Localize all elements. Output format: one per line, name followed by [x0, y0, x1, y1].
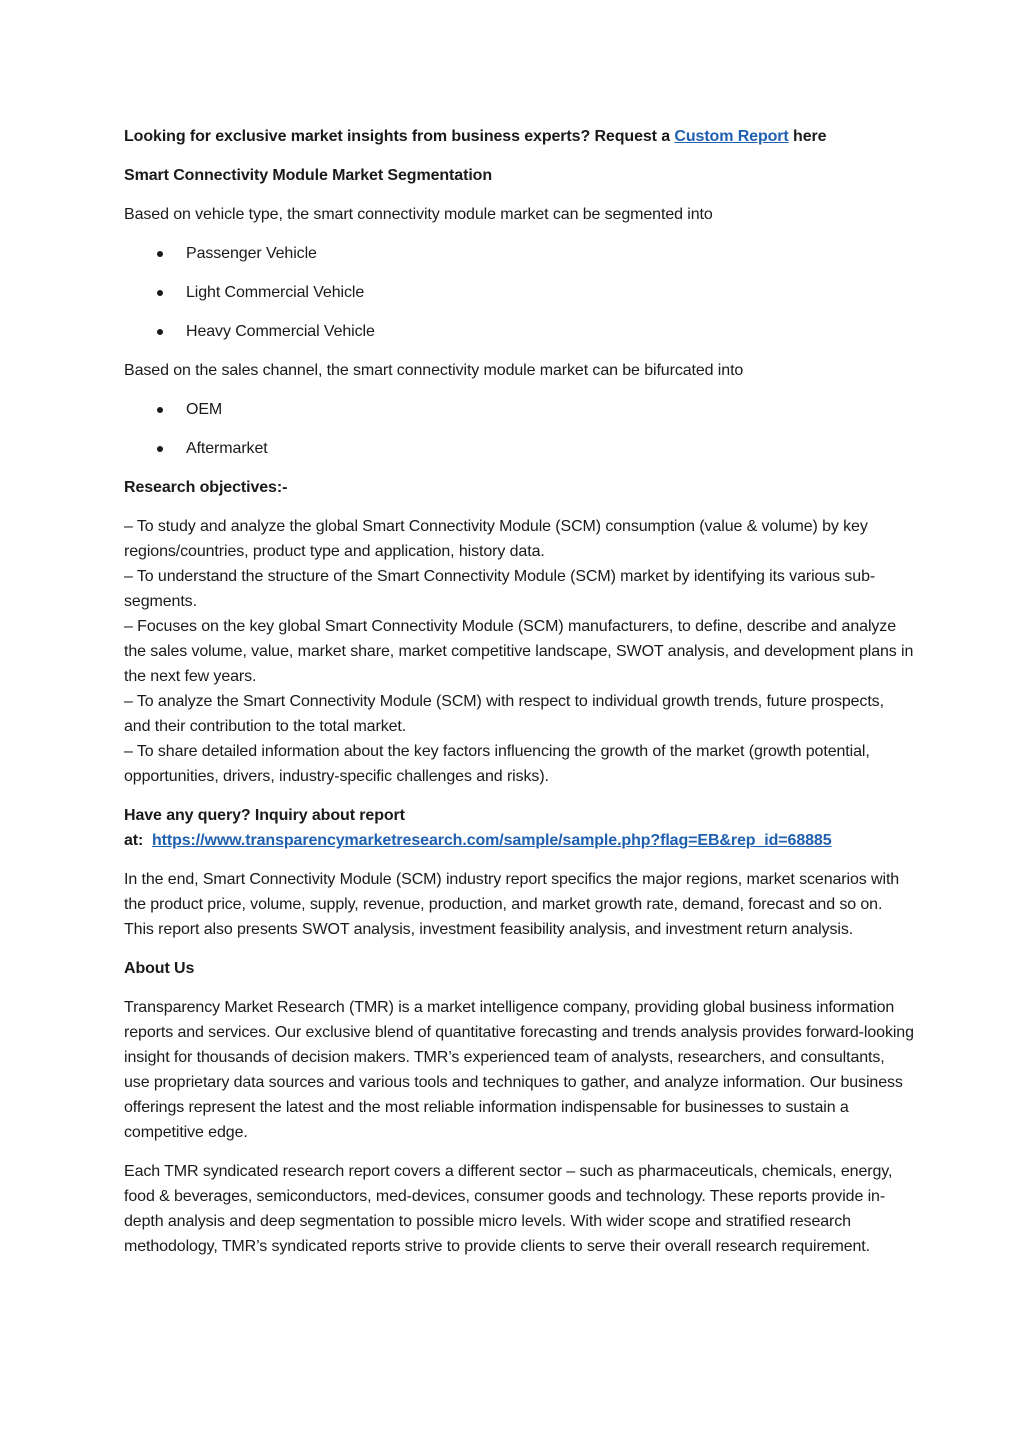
vehicle-type-list — [124, 241, 914, 344]
bullet-icon — [157, 329, 163, 335]
bullet-icon — [157, 251, 163, 257]
about-paragraph-2: Each TMR syndicated research report covers a different sector – such as pharmaceuticals, chemicals, energy, food & beverages, semiconductors, med-devices, consumer goods and technology. These reports provide in-depth analysis and deep segmentation to possible micro levels. With wider scope and stratified research methodology, TMR’s syndicated reports strive to provide clients to serve their overall research requirement. — [124, 1163, 893, 1255]
query-prefix: at: — [124, 832, 152, 849]
list-item — [124, 436, 914, 461]
list-item-label: OEM — [186, 401, 223, 418]
objectives-list — [124, 514, 914, 789]
sales-channel-intro: Based on the sales channel, the smart connectivity module market can be bifurcated into — [124, 362, 744, 379]
list-item-label: Heavy Commercial Vehicle — [186, 323, 375, 340]
list-item-label: Light Commercial Vehicle — [186, 284, 365, 301]
query-line: Have any query? Inquiry about report — [124, 807, 405, 824]
objective-item: – To share detailed information about the key factors influencing the growth of the market (growth potential, opportunities, drivers, industry-specific challenges and risks). — [124, 743, 870, 785]
list-item — [124, 241, 914, 266]
intro-line — [124, 124, 914, 149]
vehicle-type-intro: Based on vehicle type, the smart connectivity module market can be segmented into — [124, 206, 713, 223]
list-item — [124, 397, 914, 422]
about-heading: About Us — [124, 960, 195, 977]
list-item-label: Passenger Vehicle — [186, 245, 317, 262]
bullet-icon — [157, 446, 163, 452]
bullet-icon — [157, 290, 163, 296]
objectives-heading: Research objectives:- — [124, 479, 288, 496]
query-link-line — [124, 828, 914, 853]
list-item-label: Aftermarket — [186, 440, 268, 457]
custom-report-link[interactable]: Custom Report — [674, 128, 789, 145]
bullet-icon — [157, 407, 163, 413]
objective-item: – To analyze the Smart Connectivity Module (SCM) with respect to individual growth trends, future prospects, and their contribution to the total market. — [124, 693, 884, 735]
about-paragraph-1: Transparency Market Research (TMR) is a market intelligence company, providing global business information reports and services. Our exclusive blend of quantitative forecasting and trends analysis provides forward-looking insight for thousands of decision makers. TMR’s experienced team of analysts, researchers, and consultants, use proprietary data sources and various tools and techniques to gather, and analyze information. Our business offerings represent the latest and the most reliable information indispensable for businesses to sustain a competitive edge. — [124, 999, 914, 1141]
query-block — [124, 803, 914, 853]
sales-channel-list — [124, 397, 914, 461]
document-page — [124, 124, 914, 1273]
intro-text-before: Looking for exclusive market insights from business experts? Request a — [124, 128, 675, 145]
objective-item: – To understand the structure of the Smart Connectivity Module (SCM) market by identifying its various sub-segments. — [124, 568, 876, 610]
list-item — [124, 280, 914, 305]
objective-item: – To study and analyze the global Smart Connectivity Module (SCM) consumption (value & volume) by key regions/countries, product type and application, history data. — [124, 518, 868, 560]
segmentation-heading: Smart Connectivity Module Market Segmentation — [124, 167, 493, 184]
list-item — [124, 319, 914, 344]
objective-item: – Focuses on the key global Smart Connectivity Module (SCM) manufacturers, to define, describe and analyze the sales volume, value, market share, market competitive landscape, SWOT analysis, and development plans in the next few years. — [124, 618, 914, 685]
conclusion-paragraph: In the end, Smart Connectivity Module (SCM) industry report specifics the major regions, market scenarios with the product price, volume, supply, revenue, production, and market growth rate, demand, forecast and so on. This report also presents SWOT analysis, investment feasibility analysis, and investment return analysis. — [124, 871, 900, 938]
sample-report-link[interactable]: https://www.transparencymarketresearch.com/sample/sample.php?flag=EB&rep_id=68885 — [151, 832, 832, 849]
intro-text-after: here — [788, 128, 827, 145]
